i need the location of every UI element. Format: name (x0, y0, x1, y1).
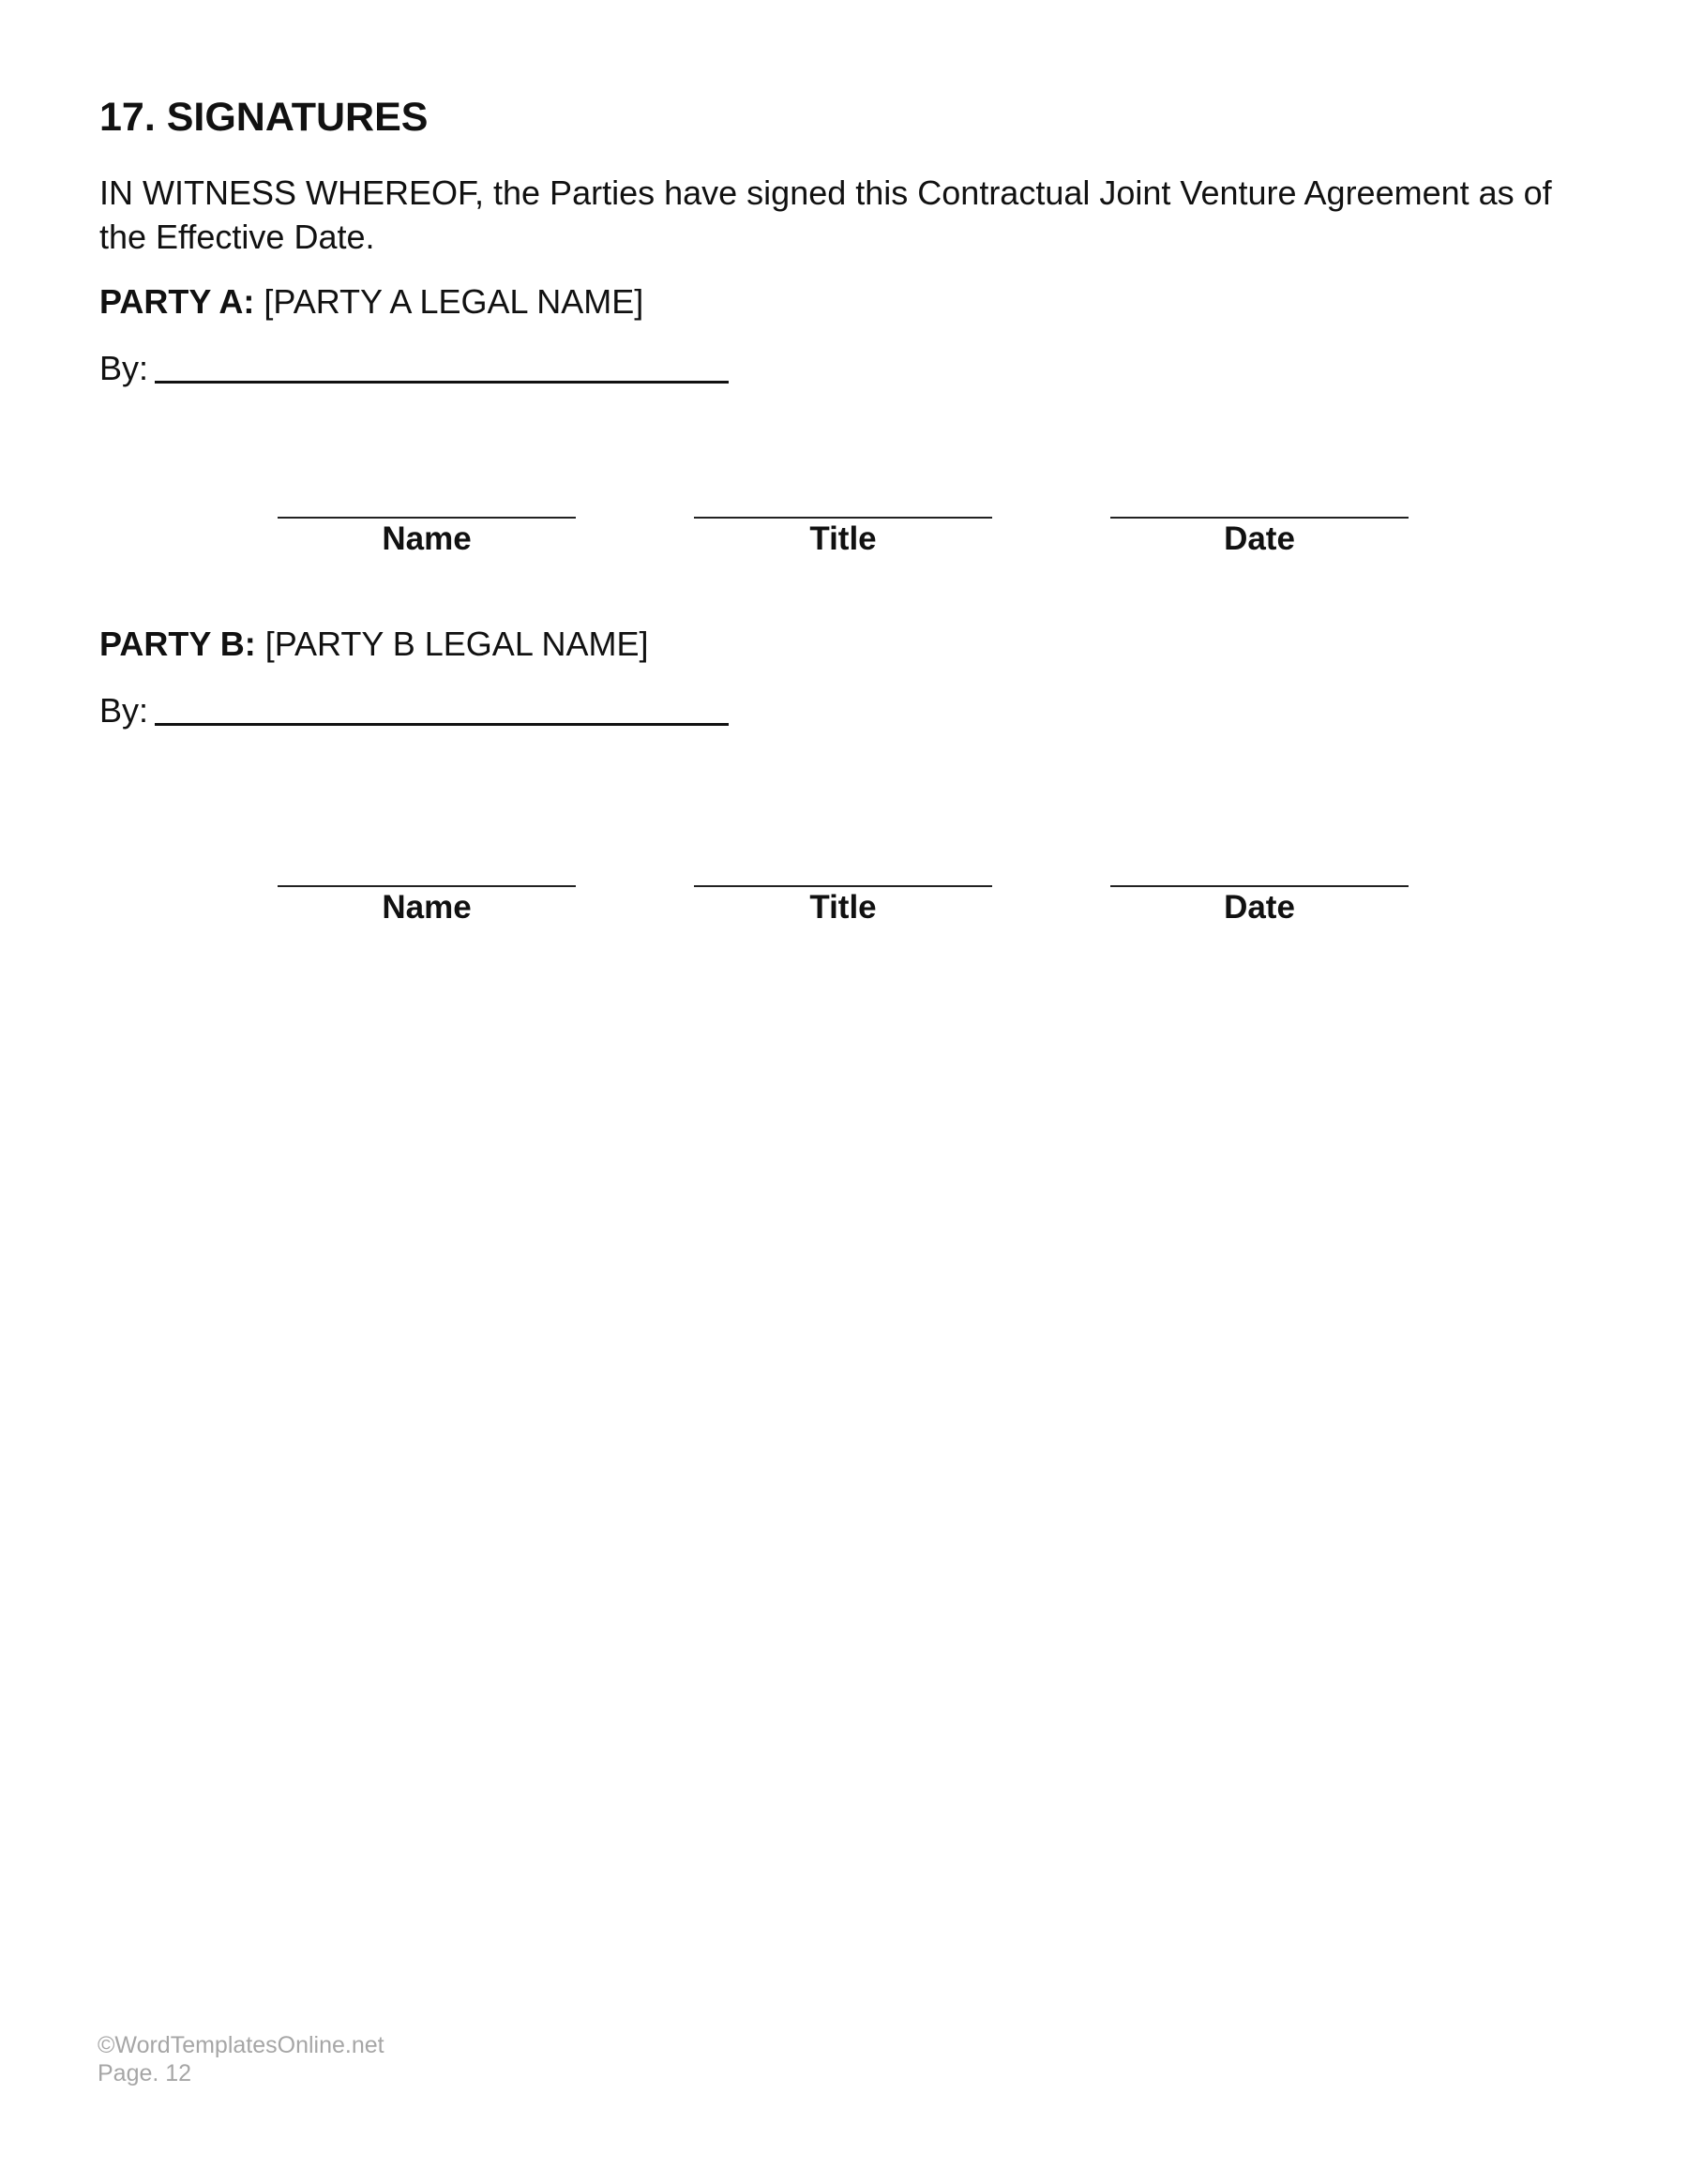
party-b-by-label: By: (99, 691, 149, 730)
party-a-date-field[interactable] (1110, 517, 1409, 558)
party-a-title-field[interactable] (694, 517, 992, 558)
party-a-label: PARTY A: (99, 282, 255, 321)
section-heading: 17. SIGNATURES (99, 95, 429, 140)
party-b-name: [PARTY B LEGAL NAME] (264, 625, 649, 663)
party-a-name-label: Name (382, 520, 472, 557)
party-a-signature-line[interactable] (155, 381, 729, 384)
party-b-name-rule (278, 885, 576, 887)
party-a-name-rule (278, 517, 576, 519)
party-b-label: PARTY B: (99, 625, 256, 663)
party-a-title-label: Title (809, 520, 877, 557)
party-b-title-rule (694, 885, 992, 887)
party-a-date-rule (1110, 517, 1409, 519)
party-a-title-rule (694, 517, 992, 519)
party-b-date-label: Date (1224, 889, 1295, 926)
party-a-name: [PARTY A LEGAL NAME] (264, 282, 644, 321)
page-number: Page. 12 (98, 2060, 192, 2086)
party-b-name-field[interactable] (278, 885, 576, 926)
party-b-date-rule (1110, 885, 1409, 887)
party-a-line (99, 281, 643, 323)
party-b-name-label: Name (382, 889, 472, 926)
page-footer (98, 2031, 384, 2087)
party-a-by-label: By: (99, 349, 149, 387)
copyright-text: ©WordTemplatesOnline.net (98, 2032, 384, 2058)
witness-paragraph: IN WITNESS WHEREOF, the Parties have signed this Contractual Joint Venture Agreement as of the Effective Date. (99, 173, 1552, 256)
party-b-date-field[interactable] (1110, 885, 1409, 926)
party-b-title-field[interactable] (694, 885, 992, 926)
party-a-date-label: Date (1224, 520, 1295, 557)
party-b-line (99, 624, 649, 665)
party-b-title-label: Title (809, 889, 877, 926)
party-a-name-field[interactable] (278, 517, 576, 558)
party-b-signature-line[interactable] (155, 723, 729, 726)
